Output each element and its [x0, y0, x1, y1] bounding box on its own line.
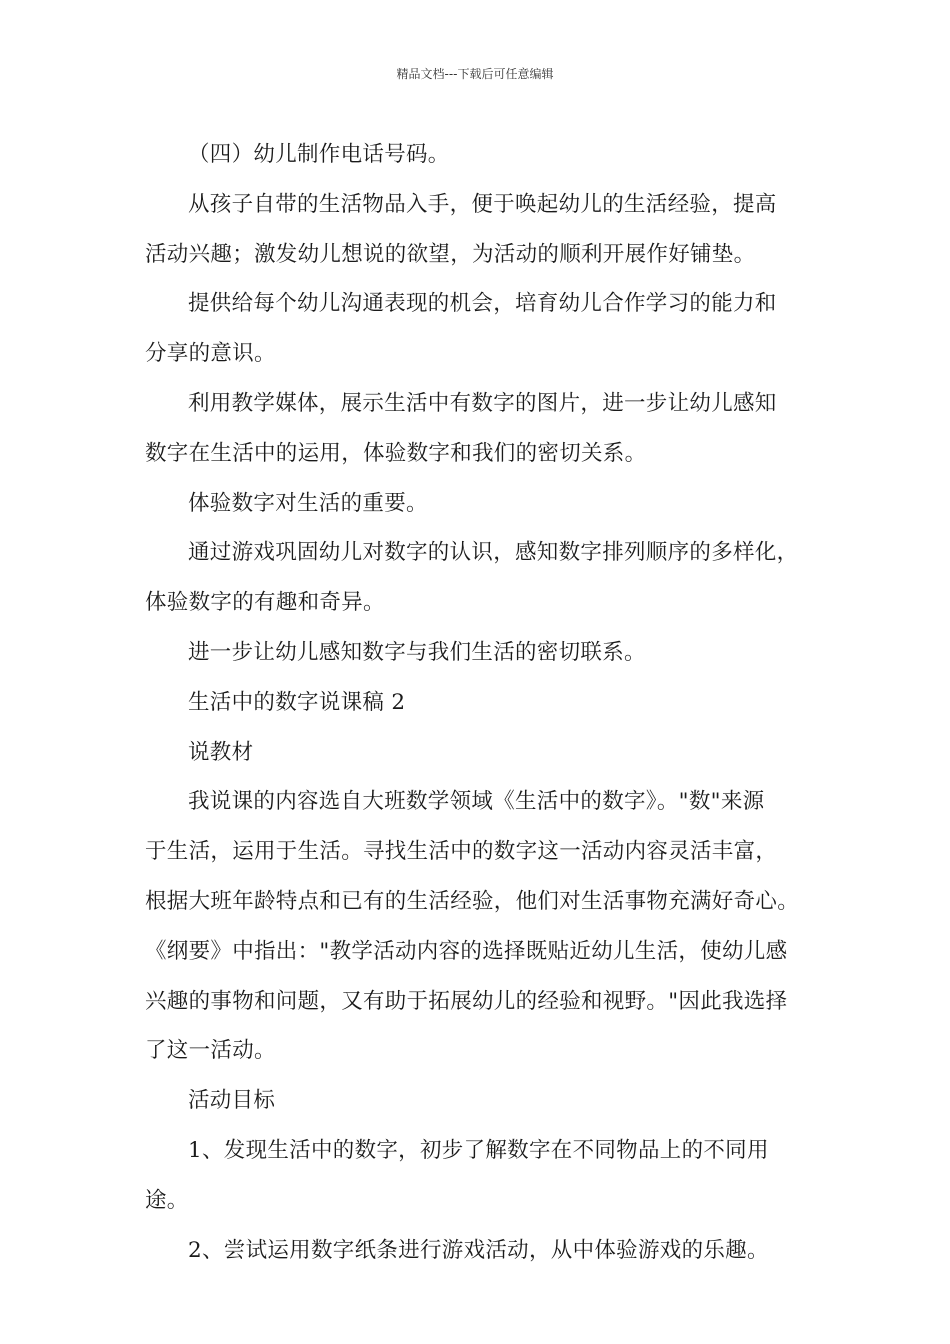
- text-line: 分享的意识。: [145, 341, 276, 367]
- text-line: 1、发现生活中的数字，初步了解数字在不同物品上的不同用途。: [145, 1137, 769, 1213]
- subsection-heading-teaching-material: [145, 728, 810, 778]
- text-line: 通过游戏巩固幼儿对数字的认识，感知数字排列顺序的多样化，: [188, 540, 799, 566]
- text-line: 提供给每个幼儿沟通表现的机会，培育幼儿合作学习的能力和: [188, 291, 777, 317]
- goal-item-1: [145, 1126, 810, 1226]
- paragraph-2: [145, 180, 810, 280]
- text-line: （四）幼儿制作电话号码。: [188, 142, 450, 167]
- subsection-heading-goals: [145, 1076, 810, 1126]
- document-body: [145, 130, 810, 1275]
- goal-item-2: [145, 1226, 810, 1276]
- text-line: 《纲要》中指出："教学活动内容的选择既贴近幼儿生活，使幼儿感: [145, 938, 788, 964]
- text-line: 兴趣的事物和问题，又有助于拓展幼儿的经验和视野。"因此我选择: [145, 988, 788, 1014]
- paragraph-7: [145, 628, 810, 678]
- paragraph-1: [145, 130, 810, 180]
- text-line: 数字在生活中的运用，体验数字和我们的密切关系。: [145, 440, 647, 466]
- page-header: 精品文档---下载后可任意编辑: [396, 67, 554, 81]
- text-line: 了这一活动。: [145, 1038, 276, 1064]
- text-line: 2、尝试运用数字纸条进行游戏活动，从中体验游戏的乐趣。: [188, 1237, 769, 1263]
- paragraph-6: [145, 528, 810, 628]
- paragraph-5: [145, 479, 810, 529]
- text-line: 生活中的数字说课稿 2: [188, 689, 406, 715]
- text-line: 体验数字的有趣和奇异。: [145, 590, 385, 616]
- text-line: 活动兴趣；激发幼儿想说的欲望，为活动的顺利开展作好铺垫。: [145, 241, 756, 267]
- text-line: 从孩子自带的生活物品入手，便于唤起幼儿的生活经验，提高: [188, 191, 777, 217]
- paragraph-10: [145, 777, 810, 1076]
- paragraph-4: [145, 379, 810, 479]
- text-line: 体验数字对生活的重要。: [188, 490, 428, 516]
- text-line: 进一步让幼儿感知数字与我们生活的密切联系。: [188, 639, 646, 665]
- section-title: [145, 678, 810, 728]
- text-line: 于生活，运用于生活。寻找生活中的数字这一活动内容灵活丰富，: [145, 839, 778, 865]
- text-line: 我说课的内容选自大班数学领域《生活中的数字》。"数"来源: [188, 789, 765, 815]
- text-line: 活动目标: [188, 1088, 276, 1114]
- text-line: 利用教学媒体，展示生活中有数字的图片，进一步让幼儿感知: [188, 390, 777, 416]
- paragraph-3: [145, 279, 810, 379]
- text-line: 根据大班年龄特点和已有的生活经验，他们对生活事物充满好奇心。: [145, 888, 800, 914]
- text-line: 说教材: [188, 739, 254, 765]
